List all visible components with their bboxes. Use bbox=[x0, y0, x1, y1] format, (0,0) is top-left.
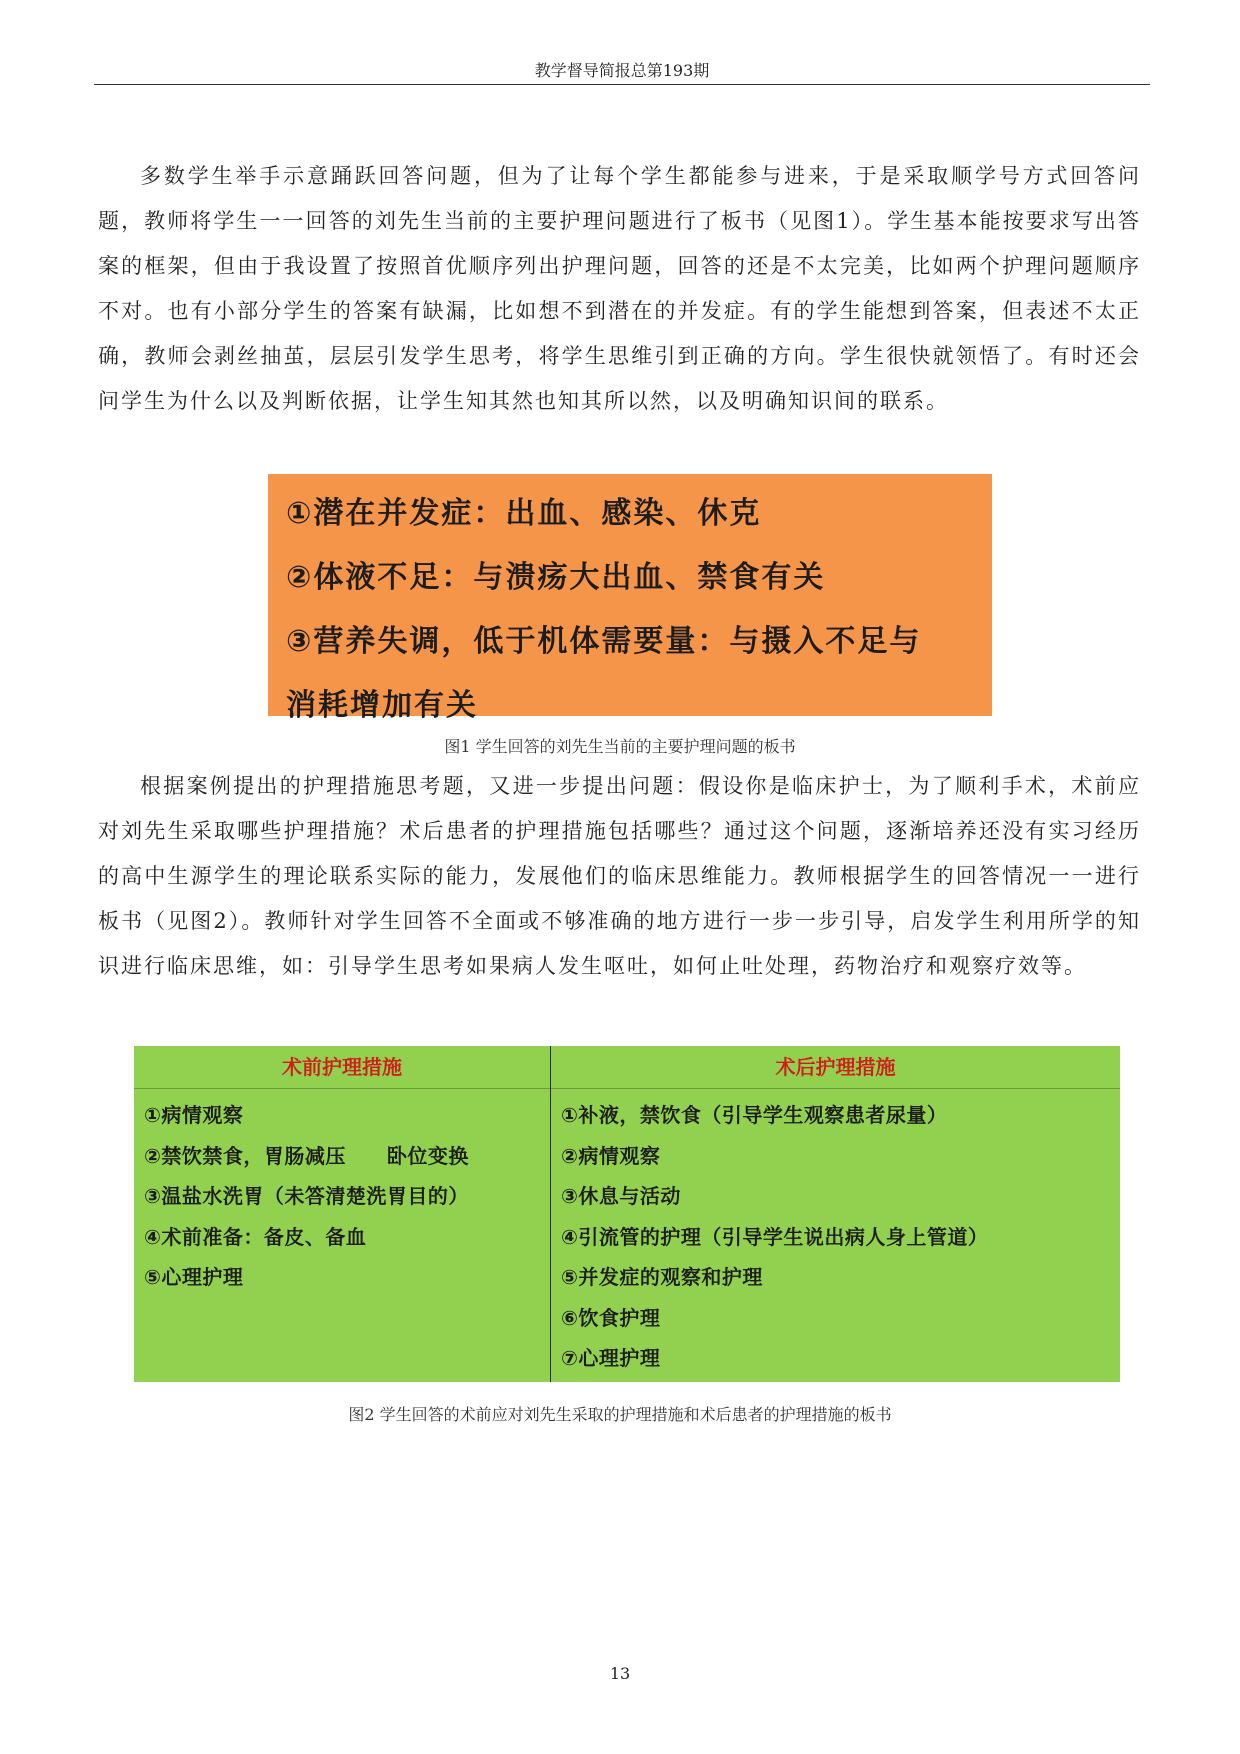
figure-1-line: ②体液不足：与溃疡大出血、禁食有关 bbox=[286, 560, 826, 595]
column-divider bbox=[550, 1046, 551, 1382]
figure-2-caption: 图2 学生回答的术前应对刘先生采取的护理措施和术后患者的护理措施的板书 bbox=[348, 1405, 892, 1424]
header-title: 教学督导简报总第193期 bbox=[534, 61, 710, 80]
header-divider bbox=[134, 1088, 1120, 1089]
list-item: ②病情观察 bbox=[561, 1143, 661, 1168]
list-item: ②禁饮禁食，胃肠减压 卧位变换 bbox=[144, 1143, 469, 1168]
post-op-list bbox=[561, 1096, 1117, 1380]
page-header bbox=[94, 44, 1150, 85]
list-item: ④引流管的护理（引导学生说出病人身上管道） bbox=[561, 1224, 989, 1249]
pre-op-list bbox=[144, 1096, 548, 1299]
figure-1-line: ③营养失调，低于机体需要量：与摄入不足与 bbox=[286, 624, 922, 659]
pre-op-header: 术前护理措施 bbox=[282, 1055, 402, 1079]
list-item: ⑦心理护理 bbox=[561, 1346, 661, 1370]
page-number: 13 bbox=[609, 1664, 631, 1683]
post-op-header: 术后护理措施 bbox=[775, 1055, 896, 1079]
figure-1-line: 消耗增加有关 bbox=[286, 688, 478, 723]
list-item: ③温盐水洗胃（未答清楚洗胃目的） bbox=[144, 1184, 469, 1208]
body-paragraph: 多数学生举手示意踊跃回答问题，但为了让每个学生都能参与进来，于是采取顺学号方式回答问题，教师将学生一一回答的刘先生当前的主要护理问题进行了板书（见图1）。学生基本能按要求写出答案的框架，但由于我设置了按照首优顺序列出护理问题，回答的还是不太完美，比如两个护理问题顺序不对。也有小部分学生的答案有缺漏，比如想不到潜在的并发症。有的学生能想到答案，但表述不太正确，教师会剥丝抽茧，层层引发学生思考，将学生思维引到正确的方向。学生很快就领悟了。有时还会问学生为什么以及判断依据，让学生知其然也知其所以然，以及明确知识间的联系。 bbox=[98, 164, 1141, 413]
figure-2-board bbox=[134, 1046, 1120, 1382]
figure-1-board bbox=[268, 474, 992, 723]
list-item: ①病情观察 bbox=[144, 1103, 244, 1127]
list-item: ①补液，禁饮食（引导学生观察患者尿量） bbox=[561, 1103, 948, 1127]
list-item: ⑥饮食护理 bbox=[561, 1305, 661, 1330]
list-item: ③休息与活动 bbox=[561, 1184, 681, 1208]
list-item: ④术前准备：备皮、备血 bbox=[144, 1224, 367, 1249]
list-item: ⑤并发症的观察和护理 bbox=[561, 1265, 763, 1289]
figure-1-line: ①潜在并发症：出血、感染、休克 bbox=[286, 496, 762, 531]
figure-1-caption: 图1 学生回答的刘先生当前的主要护理问题的板书 bbox=[444, 737, 796, 756]
body-paragraph: 根据案例提出的护理措施思考题，又进一步提出问题：假设你是临床护士，为了顺利手术，术前应对刘先生采取哪些护理措施？术后患者的护理措施包括哪些？通过这个问题，逐渐培养还没有实习经历的高中生源学生的理论联系实际的能力，发展他们的临床思维能力。教师根据学生的回答情况一一进行板书（见图2）。教师针对学生回答不全面或不够准确的地方进行一步一步引导，启发学生利用所学的知识进行临床思维，如：引导学生思考如果病人发生呕吐，如何止吐处理，药物治疗和观察疗效等。 bbox=[98, 774, 1141, 978]
list-item: ⑤心理护理 bbox=[144, 1265, 244, 1289]
